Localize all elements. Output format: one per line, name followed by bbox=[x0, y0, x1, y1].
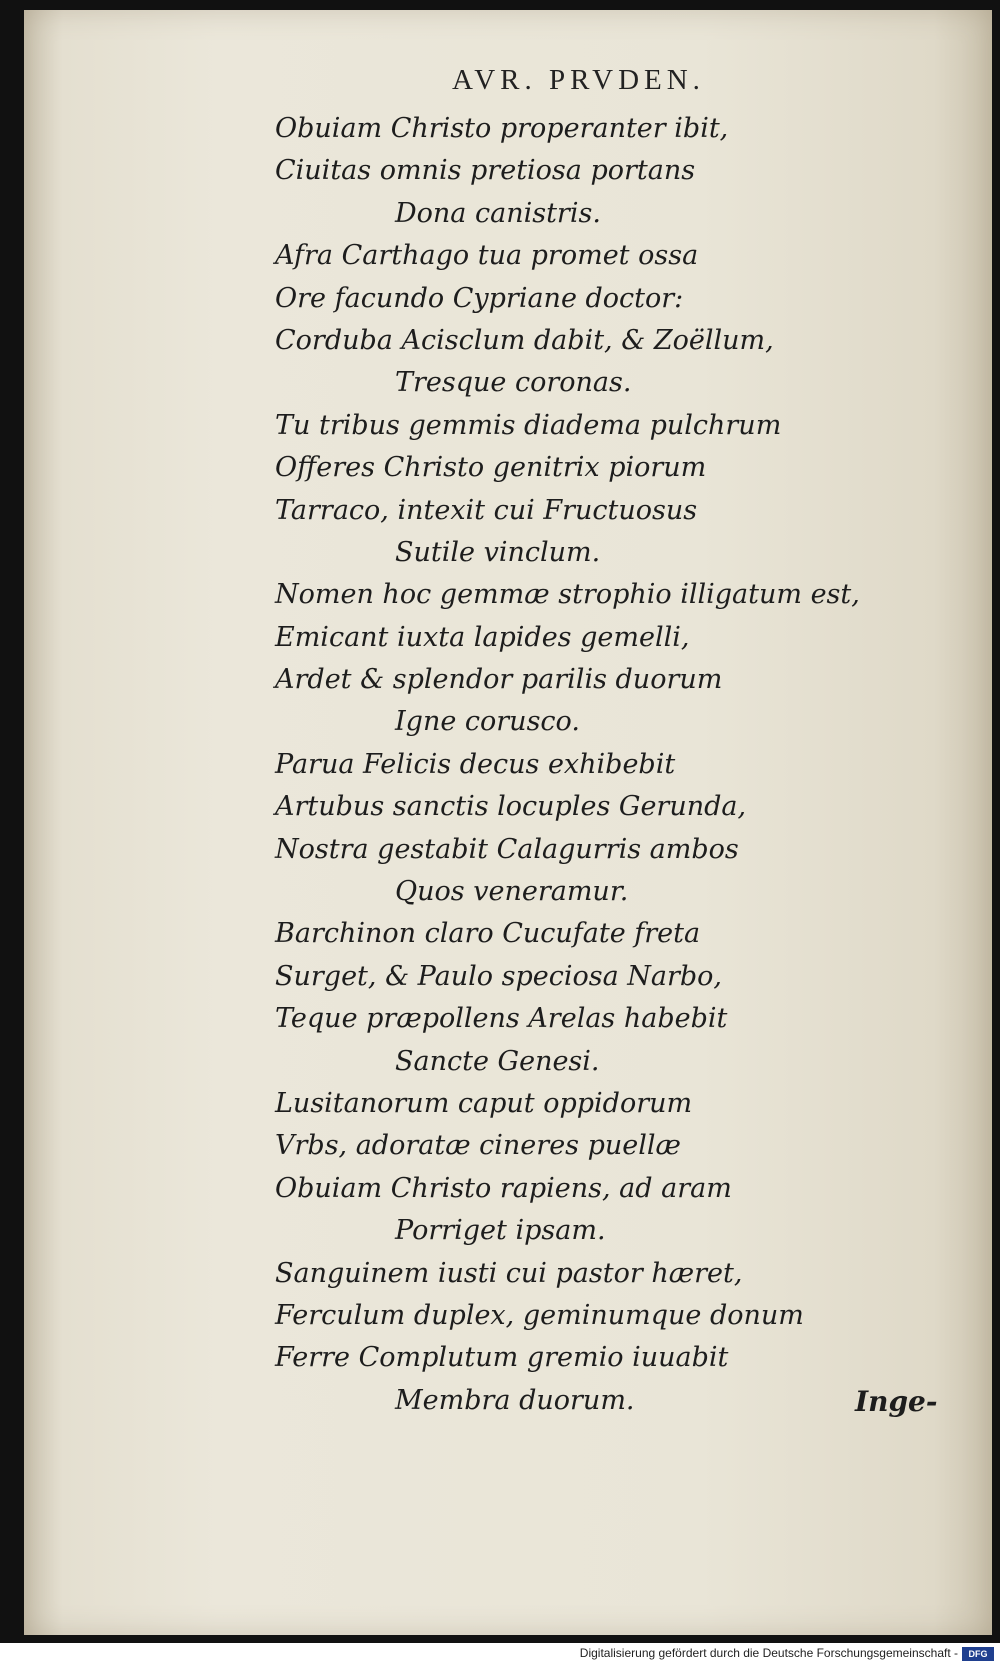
verse-line: Ferre Complutum gremio iuuabit bbox=[275, 1342, 729, 1374]
verse-line: Ferculum duplex, geminumque donum bbox=[275, 1299, 804, 1331]
verse-line: Ciuitas omnis pretiosa portans bbox=[275, 155, 696, 187]
verse-line: Ardet & splendor parilis duorum bbox=[275, 664, 723, 696]
verse-line: Quos veneramur. bbox=[395, 876, 629, 908]
show-through-text bbox=[844, 90, 984, 1090]
verse-line: Sancte Genesi. bbox=[395, 1045, 600, 1077]
verse-line: Nostra gestabit Calagurris ambos bbox=[275, 833, 739, 865]
verse-line: Sutile vinclum. bbox=[395, 536, 601, 568]
verse-line: Barchinon claro Cucufate freta bbox=[275, 918, 701, 950]
verse-line: Igne corusco. bbox=[395, 706, 580, 738]
verse-line: Emicant iuxta lapides gemelli, bbox=[275, 621, 690, 653]
verse-line: Obuiam Christo rapiens, ad aram bbox=[275, 1172, 732, 1204]
running-head: AVR. PRVDEN. bbox=[452, 64, 705, 96]
verse-line: Dona canistris. bbox=[395, 197, 601, 229]
verse-line: Artubus sanctis locuples Gerunda, bbox=[275, 791, 747, 823]
dfg-logo-icon: DFG bbox=[962, 1647, 994, 1661]
verse-line: Obuiam Christo properanter ibit, bbox=[275, 113, 729, 144]
verse-line: Tresque coronas. bbox=[395, 367, 632, 399]
verse-line: Vrbs, adoratæ cineres puellæ bbox=[275, 1130, 681, 1162]
verse-line: Corduba Acisclum dabit, & Zoëllum, bbox=[275, 324, 774, 356]
verse-line: Afra Carthago tua promet ossa bbox=[275, 240, 699, 272]
verse-line: Porriget ipsam. bbox=[395, 1215, 606, 1247]
verse-line: Tarraco, intexit cui Fructuosus bbox=[275, 494, 698, 526]
verse-line: Tu tribus gemmis diadema pulchrum bbox=[275, 409, 782, 441]
verse-line: Offeres Christo genitrix piorum bbox=[275, 452, 707, 484]
verse-line: Teque præpollens Arelas habebit bbox=[275, 1003, 728, 1035]
verse-line: Ore facundo Cypriane doctor: bbox=[275, 282, 684, 314]
verse-line: Sanguinem iusti cui pastor hæret, bbox=[275, 1257, 743, 1289]
verse-block bbox=[275, 108, 860, 1422]
digitization-footer bbox=[0, 1643, 1000, 1665]
verse-line: Lusitanorum caput oppidorum bbox=[275, 1087, 693, 1119]
verse-line: Nomen hoc gemmæ strophio illigatum est, bbox=[275, 579, 860, 611]
verse-line: Parua Felicis decus exhibebit bbox=[275, 748, 676, 780]
verse-line: Surget, & Paulo speciosa Narbo, bbox=[275, 960, 723, 992]
verse-line: Membra duorum. bbox=[395, 1384, 635, 1416]
footer-credit: Digitalisierung gefördert durch die Deutsche Forschungsgemeinschaft - bbox=[579, 1646, 958, 1660]
catchword: Inge- bbox=[855, 1385, 938, 1418]
